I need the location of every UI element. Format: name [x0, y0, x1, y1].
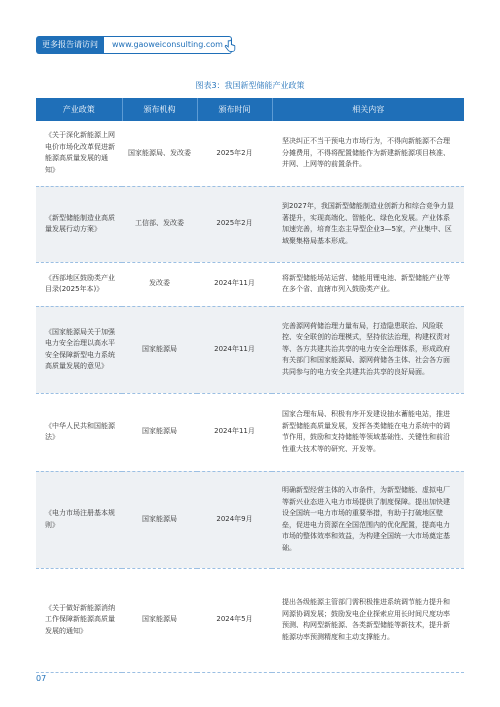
table-row [36, 262, 464, 306]
table-row [36, 393, 464, 471]
page-number: 07 [36, 674, 47, 683]
policy-name: 《关于做好新能源消纳工作保障新能源高质量发展的通知》 [36, 568, 122, 672]
issue-date: 2024年11月 [197, 393, 272, 471]
policy-content: 将新型储能场站运营、储能用锂电池、新型储能产业等在多个省、直辖市列入鼓励类产业。 [272, 262, 464, 306]
policy-content: 明确新型经营主体的入市条件，为新型储能、虚拟电厂等新兴业态进入电力市场提供了制度保障。提出加快建设全国统一电力市场的重要举措，有助于打破地区壁垒，促进电力资源在全国范围内的优化配置，提高电力市场的整体效率和效益，为构建全国统一大市场奠定基础。 [272, 471, 464, 568]
policy-name: 《关于深化新能源上网电价市场化改革促进新能源高质量发展的通知》 [36, 121, 122, 186]
issuing-org: 工信部、发改委 [122, 186, 197, 262]
table-header-row [36, 98, 464, 121]
issue-date: 2024年9月 [197, 471, 272, 568]
header-org: 颁布机构 [122, 98, 197, 121]
table-row [36, 186, 464, 262]
policy-name: 《中华人民共和国能源法》 [36, 393, 122, 471]
report-banner [36, 36, 232, 54]
policy-table [36, 98, 464, 673]
pointer-hand-icon [223, 39, 237, 53]
policy-content: 到2027年，我国新型储能制造业创新力和综合竞争力显著提升，实现高端化、智能化、绿色化发展。产业体系加速完善，培育生态主导型企业3—5家，产业集中、区域聚集格局基本形成。 [272, 186, 464, 262]
table-row [36, 306, 464, 393]
policy-content: 国家合理布局、积极有序开发建设抽水蓄能电站，推进新型储能高质量发展，发挥各类储能在电力系统中的调节作用，鼓励和支持储能等领域基础性、关键性和前沿性重大技术等的研究、开发等。 [272, 393, 464, 471]
policy-name: 《电力市场注册基本规则》 [36, 471, 122, 568]
policy-name: 《新型储能制造业高质量发展行动方案》 [36, 186, 122, 262]
issuing-org: 国家能源局 [122, 568, 197, 672]
banner-url-link[interactable] [104, 36, 232, 54]
banner-url-text: www.gaoweiconsulting.com [112, 40, 223, 49]
table-row [36, 568, 464, 672]
header-time: 颁布时间 [197, 98, 272, 121]
issuing-org: 发改委 [122, 262, 197, 306]
table-row [36, 121, 464, 186]
table-row [36, 471, 464, 568]
policy-content: 提出各级能源主管部门需积极推进系统调节能力提升和网源协调发展；鼓励发电企业探索应用长时间尺度功率预测、构网型新能源、各类新型储能等新技术，提升新能源功率预测精度和主动支撑能力。 [272, 568, 464, 672]
issuing-org: 国家能源局、发改委 [122, 121, 197, 186]
issue-date: 2025年2月 [197, 121, 272, 186]
banner-label: 更多报告请访问 [36, 36, 104, 54]
issue-date: 2024年11月 [197, 306, 272, 393]
issue-date: 2024年5月 [197, 568, 272, 672]
header-content: 相关内容 [272, 98, 464, 121]
header-policy: 产业政策 [36, 98, 122, 121]
issuing-org: 国家能源局 [122, 393, 197, 471]
issue-date: 2024年11月 [197, 262, 272, 306]
policy-content: 坚决纠正不当干预电力市场行为，不得向新能源不合理分摊费用，不得将配置储能作为新建新能源项目核准、并网、上网等的前置条件。 [272, 121, 464, 186]
table-caption: 图表3：我国新型储能产业政策 [195, 81, 305, 90]
issuing-org: 国家能源局 [122, 471, 197, 568]
issue-date: 2025年2月 [197, 186, 272, 262]
policy-name: 《西部地区鼓励类产业目录(2025年本)》 [36, 262, 122, 306]
issuing-org: 国家能源局 [122, 306, 197, 393]
policy-content: 完善源网荷储治理力量布局，打造隐患联治、风险联控、安全联创的治理模式，坚持依法治理，构建权责对等、各方共建共治共享的电力安全治理体系，形成政府有关部门和国家能源局、源网荷储各主体、社会各方面共同参与的电力安全共建共治共享的良好局面。 [272, 306, 464, 393]
policy-name: 《国家能源局关于加强电力安全治理以高水平安全保障新型电力系统高质量发展的意见》 [36, 306, 122, 393]
